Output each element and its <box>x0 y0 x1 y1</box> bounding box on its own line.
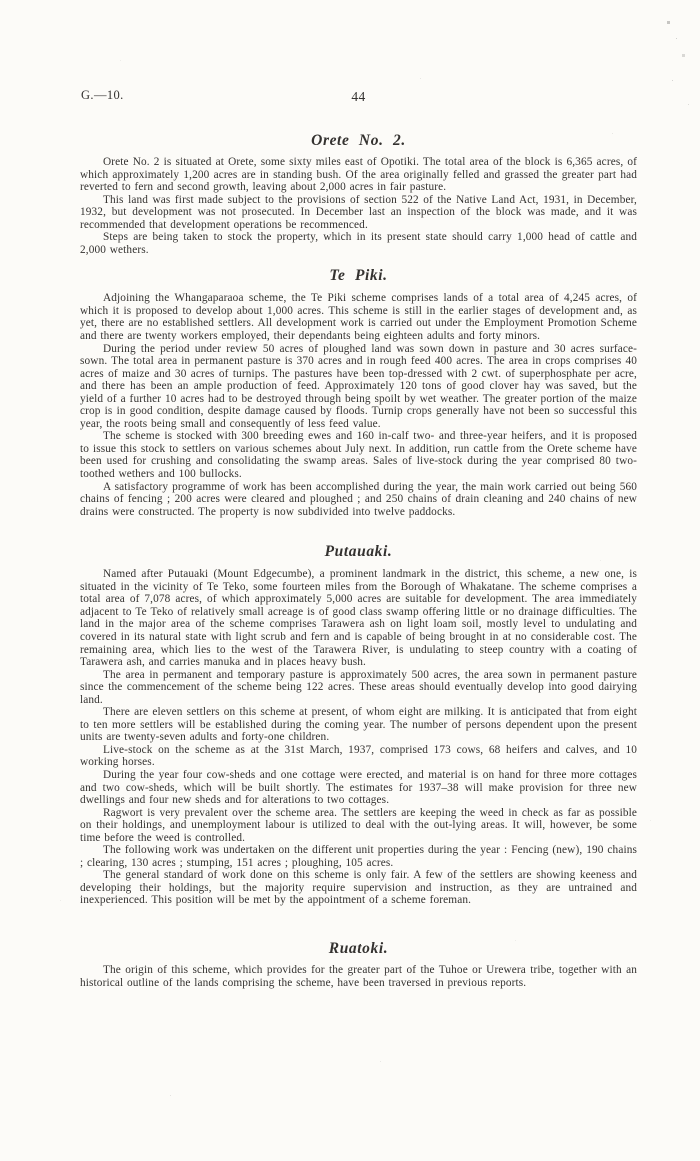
paragraph: This land was first made subject to the provisions of section 522 of the Native Land Act, 1931, in December, 1932, but development was not prosecuted. In December last an inspection of the block was made, and it was recommended that development operations be recommenced. <box>80 193 637 231</box>
scan-noise <box>0 0 1 1</box>
paragraph: During the year four cow-sheds and one cottage were erected, and material is on hand for three more cottages and two cow-sheds, which will be built shortly. The estimates for 1937–38 will make provision for three new dwellings and four new sheds and for alterations to two cottages. <box>80 768 637 807</box>
section-ruatoki <box>80 940 637 989</box>
paragraph: Steps are being taken to stock the property, which in its present state should carry 1,000 head of cattle and 2,000 wethers. <box>80 231 637 256</box>
paragraph: The area in permanent and temporary pasture is approximately 500 acres, the area sown in permanent pasture since the commencement of the scheme being 122 acres. These areas should eventually develop into good dairying land. <box>80 668 637 706</box>
section-te-piki <box>80 267 637 518</box>
section-title: Ruatoki. <box>328 939 389 957</box>
page-number: 44 <box>351 89 366 104</box>
section-putauaki <box>80 543 637 907</box>
paragraph: Orete No. 2 is situated at Orete, some sixty miles east of Opotiki. The total area of the block is 6,365 acres, of which approximately 1,200 acres are in standing bush. Of the area originally felled and grassed the greater part had reverted to fern and second growth, leaving about 2,000 acres in fair pasture. <box>80 156 637 194</box>
paragraph: The scheme is stocked with 300 breeding ewes and 160 in-calf two- and three-year heifers, and it is proposed to issue this stock to settlers on various schemes about July next. In addition, run cattle from the Orete scheme have been used for crushing and consolidating the swamp areas. Sales of live-stock during the year comprised 80 two-toothed wethers and 100 bullocks. <box>80 430 637 481</box>
section-title: Te Piki. <box>329 267 388 285</box>
page-header <box>80 88 637 105</box>
page-content <box>80 88 637 989</box>
paragraph: Live-stock on the scheme as at the 31st March, 1937, comprised 173 cows, 68 heifers and calves, and 10 working horses. <box>80 743 637 769</box>
report-code: G.—10. <box>81 88 124 102</box>
paragraph: During the period under review 50 acres of ploughed land was sown down in pasture and 30 acres surface-sown. The total area in permanent pasture is 370 acres and in rough feed 400 acres. The area in crops comprises 40 acres of maize and 30 acres of turnips. The pastures have been top-dressed with 2 cwt. of superphosphate per acre, and there has been an ample production of feed. Approximately 120 tons of good clover hay was saved, but the yield of a further 10 acres had to be destroyed through being spoilt by wet weather. The greater portion of the maize crop is in good condition, despite damage caused by floods. Turnip crops generally have not been so successful this year, the roots being small and consequently of less feed value. <box>80 342 637 430</box>
paragraph: Named after Putauaki (Mount Edgecumbe), a prominent landmark in the district, this scheme, a new one, is situated in the vicinity of Te Teko, some fourteen miles from the Borough of Whakatane. The scheme comprises a total area of 7,078 acres, of which approximately 5,000 acres are suitable for development. The area immediately adjacent to Te Teko of relatively small acreage is of good class swamp offering little or no drainage difficulties. The land in the major area of the scheme comprises Tarawera ash on light loam soil, mostly level to undulating and covered in its natural state with light scrub and fern and is capable of being brought in at no considerable cost. The remaining area, which lies to the west of the Tarawera River, is undulating to steep country with a coating of Tarawera ash, and carries manuka and in places heavy bush. <box>80 568 637 669</box>
paragraph: The general standard of work done on this scheme is only fair. A few of the settlers are showing keeness and developing their holdings, but the majority require supervision and instruction, as they are untrained and inexperienced. This position will be met by the appointment of a scheme foreman. <box>80 869 637 907</box>
paragraph: The following work was undertaken on the different unit properties during the year : Fencing (new), 190 chains ; clearing, 130 acres ; stumping, 151 acres ; ploughing, 105 acres. <box>80 844 637 869</box>
section-title: Putauaki. <box>324 543 393 561</box>
paragraph: The origin of this scheme, which provides for the greater part of the Tuhoe or Urewera tribe, together with an historical outline of the lands comprising the scheme, have been traversed in previous reports. <box>80 963 637 989</box>
paragraph: Adjoining the Whangaparaoa scheme, the Te Piki scheme comprises lands of a total area of 4,245 acres, of which it is proposed to develop about 1,000 acres. This scheme is still in the earlier stages of development and, as yet, there are no established settlers. All development work is carried out under the Employment Promotion Scheme and there are twenty workers employed, their dependants being eighteen adults and forty minors. <box>80 292 637 343</box>
paragraph: A satisfactory programme of work has been accomplished during the year, the main work carried out being 560 chains of fencing ; 200 acres were cleared and ploughed ; and 250 chains of drain cleaning and 240 chains of new drains were constructed. The property is now subdivided into twelve paddocks. <box>80 480 637 518</box>
paragraph: There are eleven settlers on this scheme at present, of whom eight are milking. It is anticipated that from eight to ten more settlers will be established during the coming year. The number of persons dependent upon the present units are twenty-seven adults and forty-one children. <box>80 706 637 744</box>
section-orete-no-2 <box>80 132 637 256</box>
section-title: Orete No. 2. <box>311 132 406 149</box>
paragraph: Ragwort is very prevalent over the scheme area. The settlers are keeping the weed in check as far as possible on their holdings, and unemployment labour is utilized to deal with the out-lying areas. It will, however, be some time before the weed is controlled. <box>80 806 637 844</box>
